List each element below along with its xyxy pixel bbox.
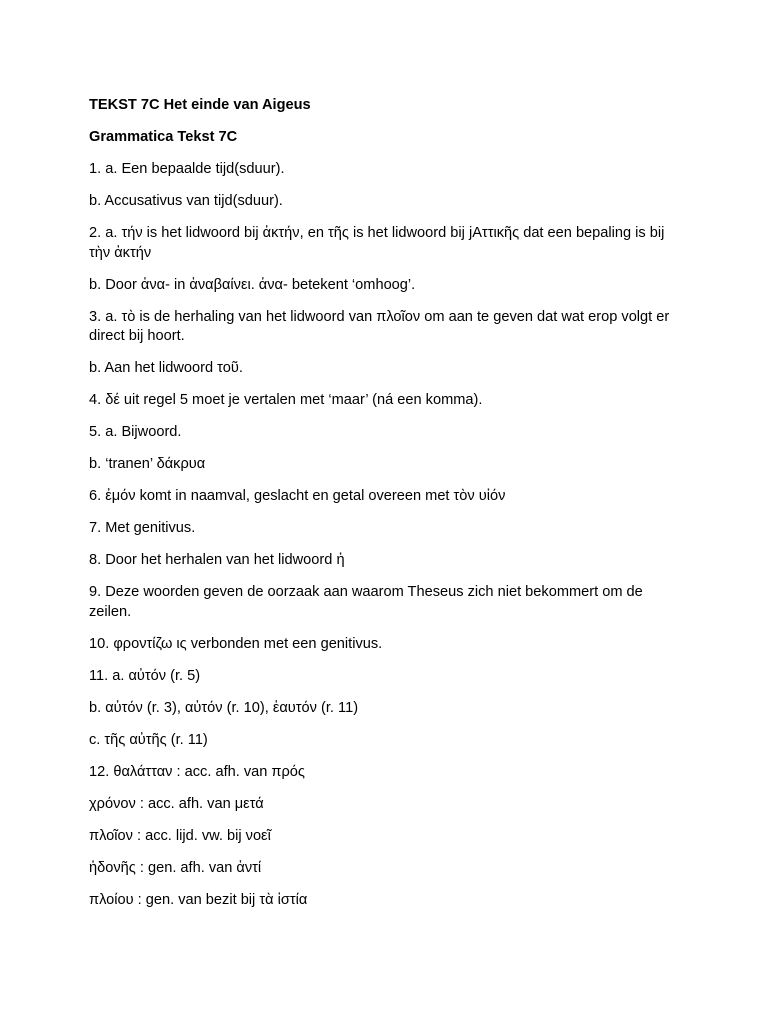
paragraph-11c: c. τῆς αὐτῆς (r. 11): [89, 731, 208, 748]
paragraph-3a: 3. a. τὸ is de herhaling van het lidwoord van πλοῖον om aan te geven dat wat erop volgt er direct bij hoort.: [89, 308, 670, 344]
paragraph-12-chronon: χρόνον : acc. afh. van μετά: [89, 795, 264, 812]
paragraph-12-ploion: πλοῖον : acc. lijd. vw. bij νοεῖ: [89, 827, 271, 844]
paragraph-12-thalattan: 12. θαλάτταν : acc. afh. van πρός: [89, 763, 305, 780]
paragraph-12-hedones: ἡδονῆς : gen. afh. van ἀντί: [89, 859, 262, 876]
paragraph-4: 4. δέ uit regel 5 moet je vertalen met ‘maar’ (ná een komma).: [89, 392, 483, 408]
paragraph-1a: 1. a. Een bepaalde tijd(sduur).: [89, 161, 285, 177]
document-page: [89, 96, 679, 923]
paragraph-5b: b. ‘tranen’ δάκρυα: [89, 456, 206, 472]
paragraph-7: 7. Met genitivus.: [89, 520, 196, 536]
paragraph-9: 9. Deze woorden geven de oorzaak aan waarom Theseus zich niet bekommert om de zeilen.: [89, 584, 643, 620]
paragraph-11b: b. αὐτόν (r. 3), αὐτόν (r. 10), ἑαυτόν (r. 11): [89, 699, 359, 716]
paragraph-3b: b. Aan het lidwoord τοῦ.: [89, 360, 243, 376]
document-title: TEKST 7C Het einde van Aigeus: [89, 97, 311, 113]
paragraph-2a: 2. a. τήν is het lidwoord bij ἀκτήν, en τῆς is het lidwoord bij jΑττικῆς dat een bepaling is bij τὴν ἀκτήν: [89, 225, 665, 261]
paragraph-11a: 11. a. αὐτόν (r. 5): [89, 667, 201, 684]
paragraph-10: 10. φροντίζω ις verbonden met een genitivus.: [89, 635, 383, 652]
paragraph-5a: 5. a. Bijwoord.: [89, 424, 182, 440]
paragraph-6: 6. ἐμόν komt in naamval, geslacht en getal overeen met τὸν υἱόν: [89, 488, 506, 504]
paragraph-2b: b. Door ἀνα- in ἀναβαίνει. ἀνα- betekent ‘omhoog’.: [89, 276, 416, 293]
paragraph-8: 8. Door het herhalen van het lidwoord ἡ: [89, 552, 345, 568]
paragraph-12-ploiou: πλοίου : gen. van bezit bij τὰ ἱστία: [89, 891, 308, 908]
paragraph-1b: b. Accusativus van tijd(sduur).: [89, 193, 283, 209]
document-subtitle: Grammatica Tekst 7C: [89, 129, 238, 145]
